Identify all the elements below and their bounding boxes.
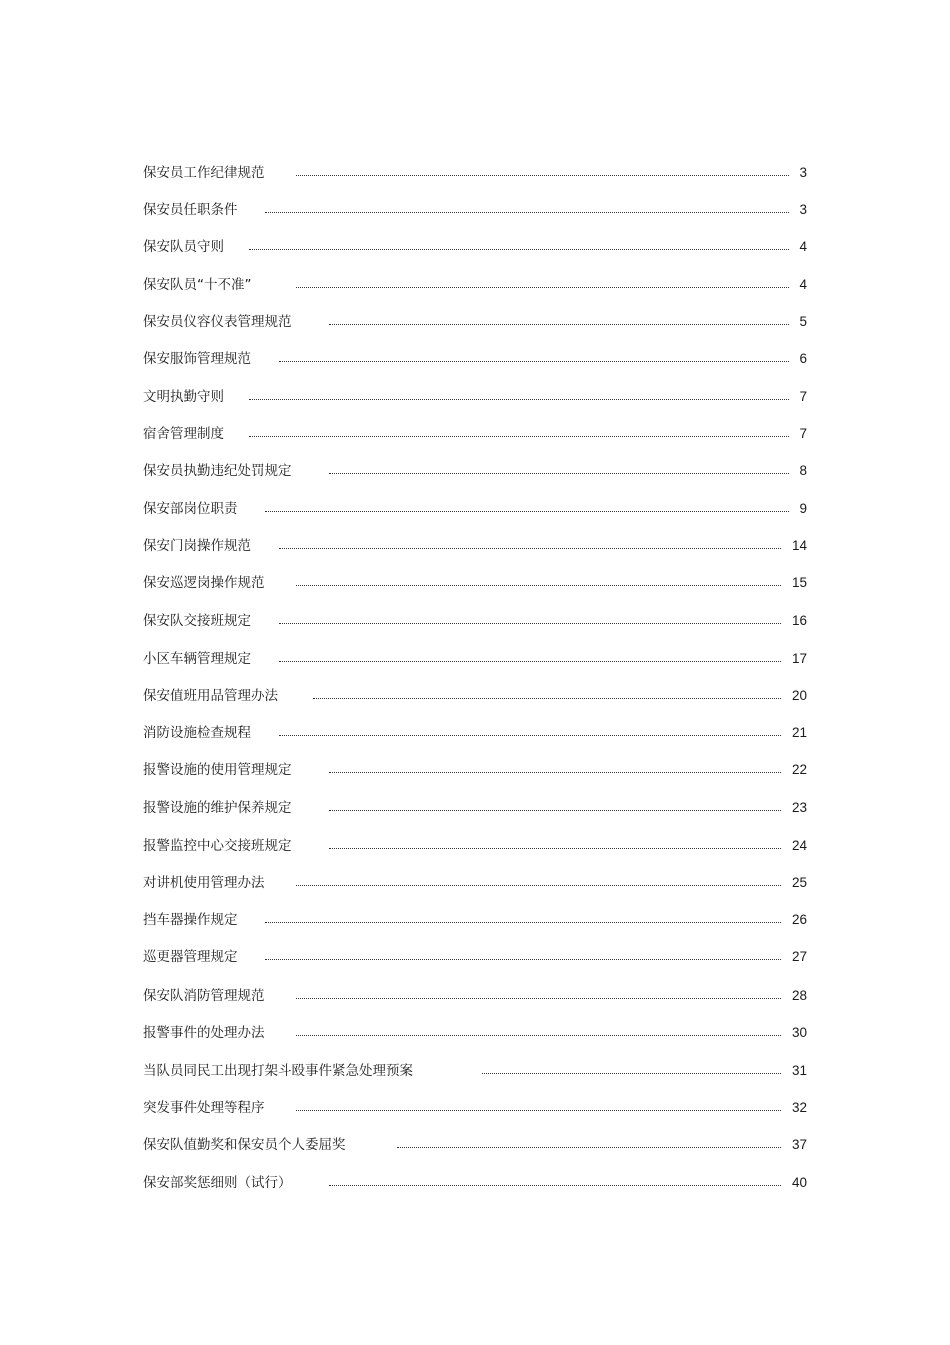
toc-entry-page: 26 [791,912,807,927]
toc-entry-page: 4 [799,277,807,292]
toc-entry-title: 文明执勤守则 [143,389,224,405]
toc-entry-leader [296,1110,781,1111]
toc-entry-title: 保安队交接班规定 [143,613,251,629]
toc-entry[interactable] [143,611,807,631]
toc-entry-leader [329,324,789,325]
toc-entry-title: 保安队员守则 [143,239,224,255]
toc-entry-title: 保安员任职条件 [143,202,238,218]
toc-entry-title: 保安值班用品管理办法 [143,688,278,704]
toc-entry-leader [296,585,781,586]
toc-entry-title: 保安员执勤违纪处罚规定 [143,463,292,479]
toc-entry-page: 40 [791,1175,807,1190]
toc-entry[interactable] [143,986,807,1006]
toc-entry[interactable] [143,873,807,893]
toc-entry-page: 16 [791,613,807,628]
toc-entry[interactable] [143,798,807,818]
toc-entry-page: 31 [791,1063,807,1078]
toc-entry-title: 保安员工作纪律规范 [143,165,265,181]
toc-entry-leader [329,810,781,811]
toc-entry-leader [329,1185,781,1186]
toc-entry-title: 挡车器操作规定 [143,912,238,928]
toc-entry-leader [265,511,789,512]
toc-entry-title: 保安门岗操作规范 [143,538,251,554]
toc-entry[interactable] [143,573,807,593]
toc-entry-page: 21 [791,725,807,740]
toc-entry-leader [397,1147,781,1148]
toc-entry-leader [265,922,781,923]
toc-entry[interactable] [143,349,807,369]
toc-entry[interactable] [143,461,807,481]
toc-entry-leader [296,1035,781,1036]
toc-entry-leader [296,998,781,999]
toc-entry-title: 保安服饰管理规范 [143,351,251,367]
toc-entry-leader [279,548,781,549]
toc-entry-leader [249,436,789,437]
toc-entry[interactable] [143,163,807,183]
toc-entry[interactable] [143,910,807,930]
toc-entry-page: 6 [799,351,807,366]
toc-entry[interactable] [143,387,807,407]
toc-entry-leader [482,1073,781,1074]
toc-entry-title: 当队员同民工出现打架斗殴事件紧急处理预案 [143,1063,413,1079]
toc-entry-leader [279,661,781,662]
toc-entry-title: 巡更器管理规定 [143,949,238,965]
toc-entry-leader [296,175,789,176]
toc-entry-page: 23 [791,800,807,815]
toc-entry-title: 保安部岗位职责 [143,501,238,517]
toc-entry[interactable] [143,424,807,444]
toc-entry[interactable] [143,275,807,295]
toc-entry-page: 28 [791,988,807,1003]
toc-entry-title: 保安员仪容仪表管理规范 [143,314,292,330]
toc-entry-leader [296,287,789,288]
toc-entry[interactable] [143,947,807,967]
toc-entry-page: 15 [791,575,807,590]
toc-entry-title: 保安部奖惩细则（试行） [143,1175,292,1191]
toc-entry-page: 8 [799,463,807,478]
toc-entry-title: 报警设施的使用管理规定 [143,762,292,778]
toc-entry[interactable] [143,1061,807,1081]
toc-entry-page: 3 [799,165,807,180]
toc-entry-leader [329,473,789,474]
toc-entry[interactable] [143,723,807,743]
toc-entry-page: 3 [799,202,807,217]
toc-entry-page: 32 [791,1100,807,1115]
toc-entry[interactable] [143,200,807,220]
toc-entry-leader [265,959,781,960]
toc-entry-title: 保安巡逻岗操作规范 [143,575,265,591]
toc-entry-title: 报警监控中心交接班规定 [143,838,292,854]
toc-entry-page: 27 [791,949,807,964]
toc-entry-title: 报警设施的维护保养规定 [143,800,292,816]
toc-entry-leader [265,212,789,213]
toc-entry[interactable] [143,760,807,780]
toc-entry-leader [296,885,781,886]
toc-entry[interactable] [143,499,807,519]
toc-entry[interactable] [143,1023,807,1043]
toc-entry-title: 对讲机使用管理办法 [143,875,265,891]
toc-entry-page: 17 [791,651,807,666]
toc-entry[interactable] [143,312,807,332]
toc-entry-leader [329,848,781,849]
toc-entry[interactable] [143,1098,807,1118]
toc-entry-title: 报警事件的处理办法 [143,1025,265,1041]
toc-entry[interactable] [143,649,807,669]
toc-entry-leader [329,772,781,773]
toc-entry-title: 保安队值勤奖和保安员个人委屈奖 [143,1137,346,1153]
toc-entry-title: 消防设施检查规程 [143,725,251,741]
toc-entry-leader [249,399,789,400]
toc-entry-page: 30 [791,1025,807,1040]
toc-entry-page: 20 [791,688,807,703]
toc-entry-page: 37 [791,1137,807,1152]
toc-entry-page: 22 [791,762,807,777]
toc-entry-leader [279,361,789,362]
toc-entry-leader [249,249,789,250]
toc-entry-page: 14 [791,538,807,553]
toc-entry-leader [313,698,781,699]
toc-entry[interactable] [143,686,807,706]
toc-entry-title: 宿舍管理制度 [143,426,224,442]
toc-entry-title: 突发事件处理等程序 [143,1100,265,1116]
toc-entry[interactable] [143,237,807,257]
toc-entry-page: 7 [799,389,807,404]
toc-entry-title: 保安队员“十不准” [143,277,252,293]
toc-entry-page: 25 [791,875,807,890]
toc-entry-leader [279,623,781,624]
toc-entry[interactable] [143,1135,807,1155]
toc-entry[interactable] [143,1173,807,1193]
toc-entry-page: 4 [799,239,807,254]
toc-entry[interactable] [143,536,807,556]
toc-entry-page: 24 [791,838,807,853]
toc-entry-page: 7 [799,426,807,441]
toc-entry-page: 5 [799,314,807,329]
toc-entry-page: 9 [799,501,807,516]
toc-entry-title: 保安队消防管理规范 [143,988,265,1004]
toc-entry-title: 小区车辆管理规定 [143,651,251,667]
toc-entry[interactable] [143,836,807,856]
toc-entry-leader [279,735,781,736]
